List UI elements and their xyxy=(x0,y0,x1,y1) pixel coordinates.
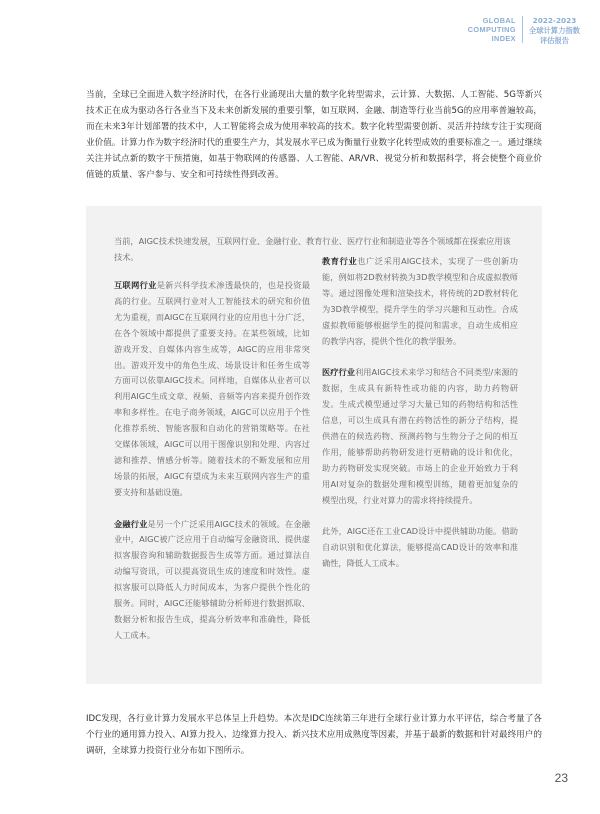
medical-industry-text: 利用AIGC技术来学习和结合不同类型/来源的数据，生成具有新特性或功能的内容，助力药物研发。生成式模型通过学习大量已知的药物结构和活性信息，可以生成具有潜在药物活性的新分子结构，提供潜在的候选药物、预测药物与生物分子之间的相互作用，能够帮助药物研发进行更精确的设计和优化，助力药物研发实现突破。市场上的企业开始致力于利用AI对复杂的数据处理和模型训练，随着更加复杂的模型出现，行业对算力的需求将持续提升。 xyxy=(322,367,518,505)
finance-industry-paragraph xyxy=(114,517,310,644)
internet-industry-paragraph xyxy=(114,278,310,501)
logo-line-computing: COMPUTING xyxy=(467,25,516,34)
report-header xyxy=(468,16,580,56)
education-industry-paragraph xyxy=(322,254,518,349)
education-industry-term: 教育行业 xyxy=(322,256,358,266)
report-title-type: 评估报告 xyxy=(539,36,570,45)
medical-industry-paragraph xyxy=(322,365,518,508)
internet-industry-term: 互联网行业 xyxy=(114,280,157,290)
aigc-industry-box xyxy=(86,206,542,684)
outro-paragraph: IDC发现，各行业计算力发展水平总体呈上升趋势。本次是IDC连续第三年进行全球行业计算力水平评估，综合考量了各个行业的通用算力投入、AI算力投入、边缘算力投入、新兴技术应用成熟度等因素，并基于最新的数据和针对最终用户的调研，全球算力投资行业分布如下图所示。 xyxy=(86,714,542,756)
report-title-year: 2022-2023 xyxy=(532,16,577,25)
finance-industry-text: 是另一个广泛采用AIGC技术的领域。在金融业中，AIGC被广泛应用于自动编写金融资讯、提供虚拟客服咨询和辅助数据报告生成等方面。通过算法自动编写资讯，可以提高资讯生成的速度和时效性。虚拟客服可以降低人力时间成本，为客户提供个性化的服务。同时，AIGC还能够辅助分析师进行数据抓取、数据分析和报告生成，提高分析效率和准确性，降低人工成本。 xyxy=(114,518,310,640)
report-title xyxy=(523,16,580,46)
medical-industry-term: 医疗行业 xyxy=(322,367,355,378)
education-industry-text: 也广泛采用AIGC技术，实现了一些创新功能，例如将2D教材转换为3D教学模型和合成虚拟教师等。通过图像处理和渲染技术，将传统的2D教材转化为3D教学模型，提升学生的学习兴趣和互动性。合成虚拟教师能够根据学生的提问和需求，自动生成相应的教学内容，提供个性化的教学服务。 xyxy=(322,256,518,346)
finance-industry-term: 金融行业 xyxy=(114,518,148,529)
intro-paragraph: 当前，全球已全面进入数字经济时代，在各行业涌现出大量的数字化转型需求，云计算、大数据、人工智能、5G等新兴技术正在成为驱动各行各业当下及未来创新发展的重要引擎，如互联网、金融、制造等行业当前5G的应用率普遍较高，而在未来3年计划部署的技术中，人工智能将会成为使用率较高的技术。数字化转型需要创新、灵活并持续专注于实现商业价值。计算力作为数字经济时代的重要生产力，其发展水平已成为衡量行业数字化转型成效的重要标准之一。通过继续关注并试点新的数字干预措施，如基于物联网的传感器、人工智能、AR/VR、视觉分析和数据科学，将会使整个商业价值链的质量、客户参与、安全和可持续性得到改善。 xyxy=(86,90,542,180)
page-number: 23 xyxy=(554,771,568,785)
manufacturing-paragraph: 此外，AIGC还在工业CAD设计中提供辅助功能。借助自动识别和优化算法，能够提高CAD设计的效率和准确性，降低人工成本。 xyxy=(322,526,518,569)
box-right-column xyxy=(322,254,518,572)
internet-industry-text: 是新兴科学技术渗透最快的，也是投资最高的行业。互联网行业对人工智能技术的研究和价值尤为重视，而AIGC在互联网行业的应用也十分广泛，在各个领域中都提供了重要支持。在某些领域，比如游戏开发、自媒体内容生成等，AIGC的应用非常突出。游戏开发中的角色生成、场景设计和任务生成等方面可以依靠AIGC技术。同样地，自媒体从业者可以利用AIGC生成文章、视频、音频等内容来提升创作效率和多样性。在电子商务领域，AIGC可以应用于个性化推荐系统、智能客服和自动化的营销策略等。在社交媒体领域，AIGC可以用于图像识别和处理、内容过滤和推荐、情感分析等。随着技术的不断发展和应用场景的拓展，AIGC有望成为未来互联网内容生产的重要支持和基础设施。 xyxy=(114,280,310,497)
box-left-column xyxy=(114,278,310,644)
logo-line-index: INDEX xyxy=(491,34,516,43)
global-computing-index-logo xyxy=(468,16,523,43)
report-title-name: 全球计算力指数 xyxy=(528,26,580,35)
aigc-box-intro: 当前，AIGC技术快速发展，互联网行业、金融行业、教育行业、医疗行业和制造业等各个领域都在探索应用该技术。 xyxy=(114,236,511,262)
logo-line-global: GLOBAL xyxy=(482,16,516,25)
